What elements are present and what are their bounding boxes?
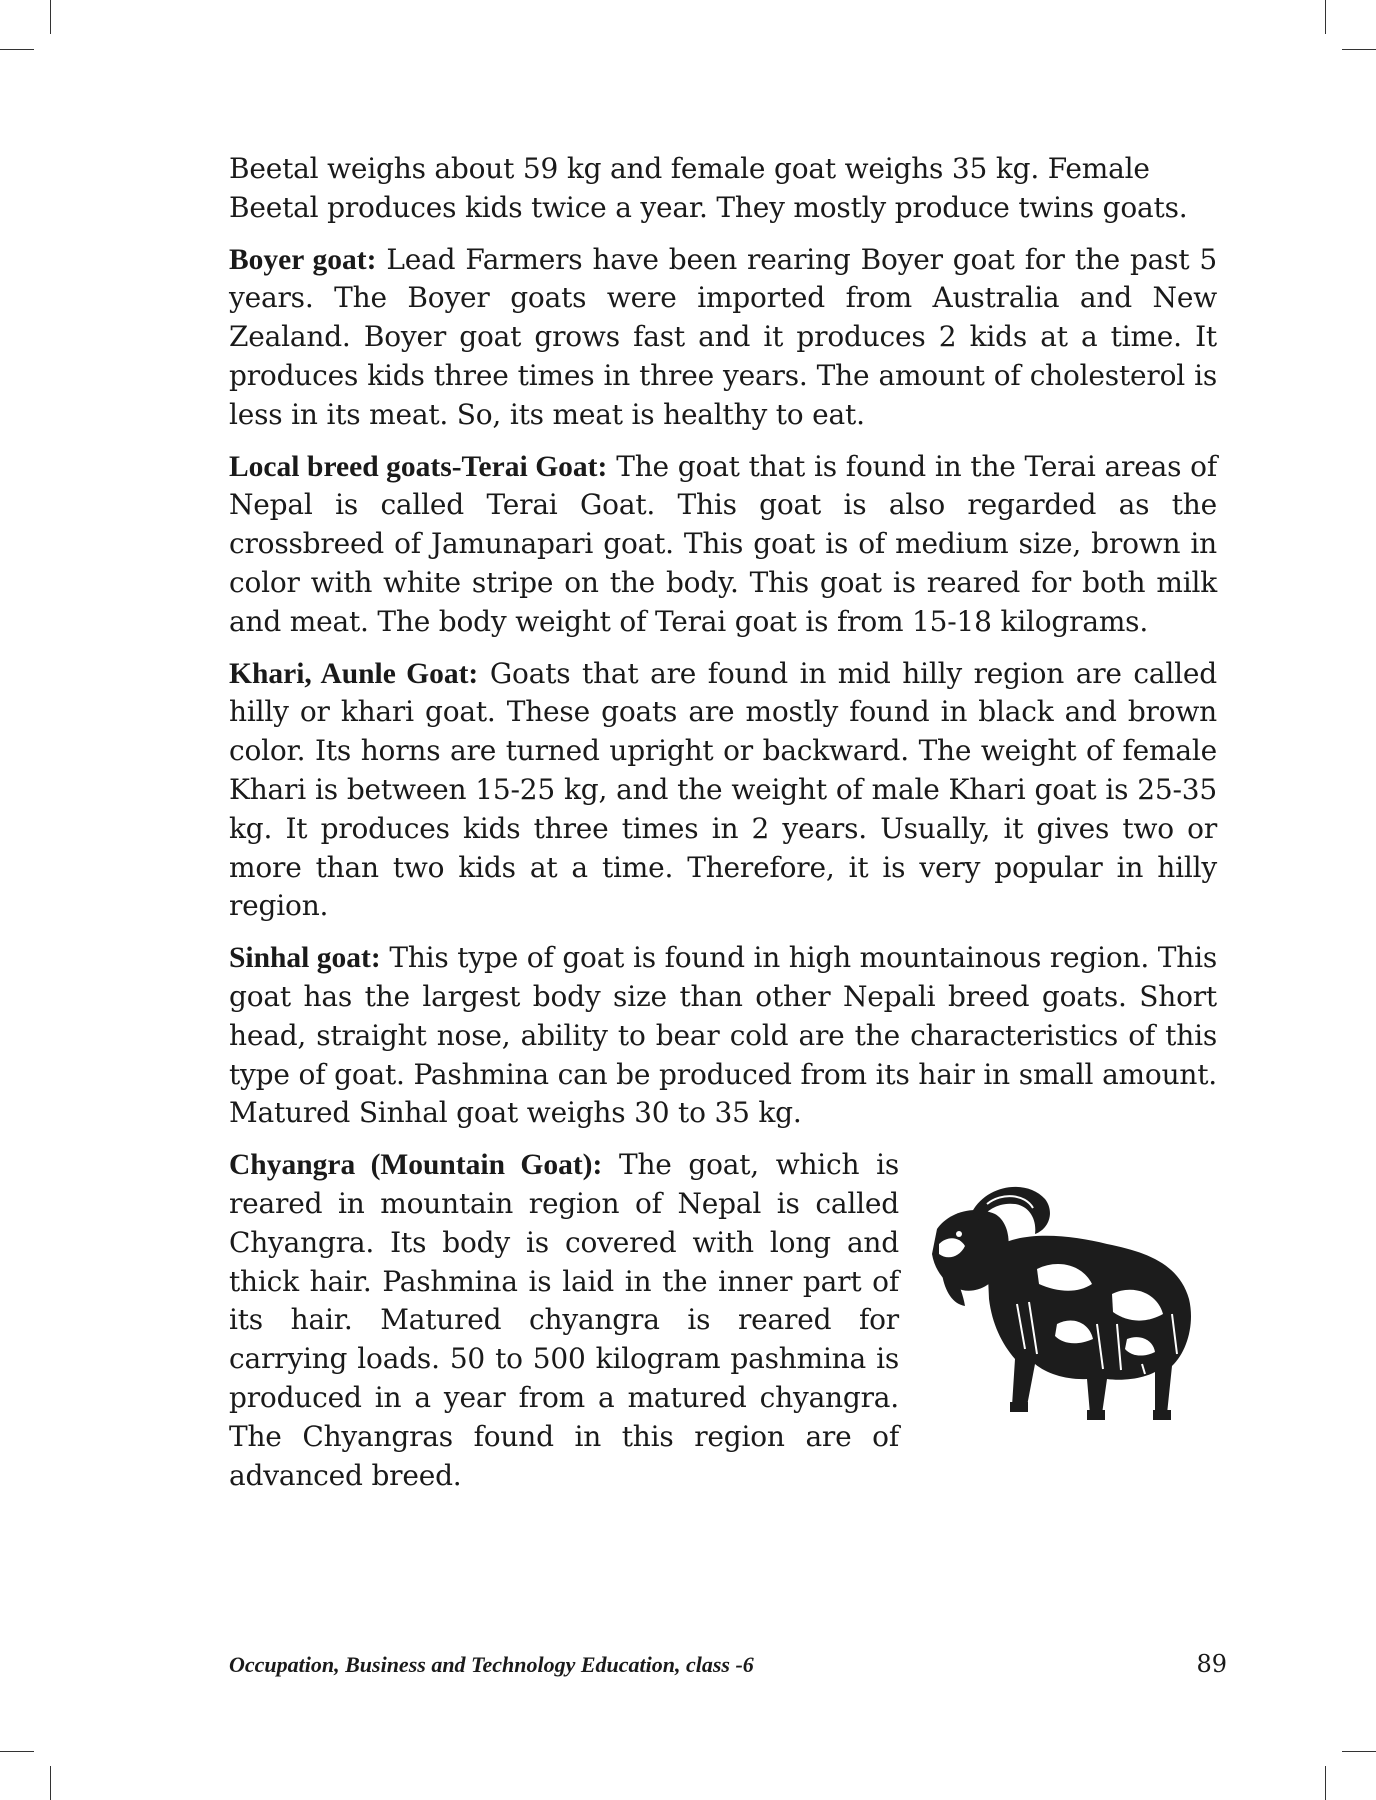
crop-mark <box>50 1766 51 1800</box>
chyangra-goat-illustration <box>917 1174 1217 1434</box>
page-footer <box>229 1652 1227 1682</box>
paragraph-heading: Local breed goats-Terai Goat: <box>229 450 608 483</box>
paragraph-heading: Khari, Aunle Goat: <box>229 657 479 690</box>
paragraph-heading: Chyangra (Mountain Goat): <box>229 1149 603 1182</box>
paragraph-sinhal-goat <box>229 939 1217 1133</box>
paragraph-text: The goat, which is reared in mountain region of Nepal is called Chyangra. Its body is covered with long and thick hair. Pashmina is laid in the inner part of its hair. Matured chyangra is reared for carrying loads. 50 to 500 kilogram pashmina is produced in a year from a matured chyangra. The Chyangras found in this region are of advanced breed. <box>229 1148 899 1492</box>
paragraph-terai-goat <box>229 448 1217 642</box>
book-title: Occupation, Business and Technology Education, class -6 <box>229 1652 754 1677</box>
page-number: 89 <box>1196 1650 1227 1678</box>
page-body <box>229 150 1217 1508</box>
paragraph-boyer-goat <box>229 241 1217 435</box>
paragraph-text: Lead Farmers have been rearing Boyer goat for the past 5 years. The Boyer goats were imported from Australia and New Zealand. Boyer goat grows fast and it produces 2 kids at a time. It produces kids three times in three years. The amount of cholesterol is less in its meat. So, its meat is healthy to eat. <box>229 242 1218 431</box>
crop-mark <box>1325 0 1326 34</box>
crop-mark <box>0 49 34 50</box>
crop-mark <box>1325 1766 1326 1800</box>
chyangra-section <box>229 1146 1217 1495</box>
paragraph-heading: Sinhal goat: <box>229 942 381 975</box>
paragraph-khari-goat <box>229 655 1217 927</box>
crop-mark <box>1342 1751 1376 1752</box>
crop-mark <box>0 1751 34 1752</box>
paragraph-text: This type of goat is found in high mountainous region. This goat has the largest body size than other Nepali breed goats. Short head, straight nose, ability to bear cold are the characteristics of this type of goat. Pashmina can be produced from its hair in small amount. Matured Sinhal goat weighs 30 to 35 kg. <box>229 941 1218 1130</box>
paragraph-text: Beetal weighs about 59 kg and female goat weighs 35 kg. Female Beetal produces kids twice a year. They mostly produce twins goats. <box>229 152 1188 224</box>
paragraph-text: The goat that is found in the Terai areas of Nepal is called Terai Goat. This goat is also regarded as the crossbreed of Jamunapari goat. This goat is of medium size, brown in color with white stripe on the body. This goat is reared for both milk and meat. The body weight of Terai goat is from 15-18 kilograms. <box>229 449 1217 638</box>
paragraph-text: Goats that are found in mid hilly region are called hilly or khari goat. These goats are mostly found in black and brown color. Its horns are turned upright or backward. The weight of female Khari is between 15-25 kg, and the weight of male Khari goat is 25-35 kg. It produces kids three times in 2 years. Usually, it gives two or more than two kids at a time. Therefore, it is very popular in hilly region. <box>229 656 1218 923</box>
paragraph-beetal <box>229 150 1217 228</box>
crop-mark <box>50 0 51 34</box>
crop-mark <box>1342 49 1376 50</box>
paragraph-heading: Boyer goat: <box>229 243 377 276</box>
